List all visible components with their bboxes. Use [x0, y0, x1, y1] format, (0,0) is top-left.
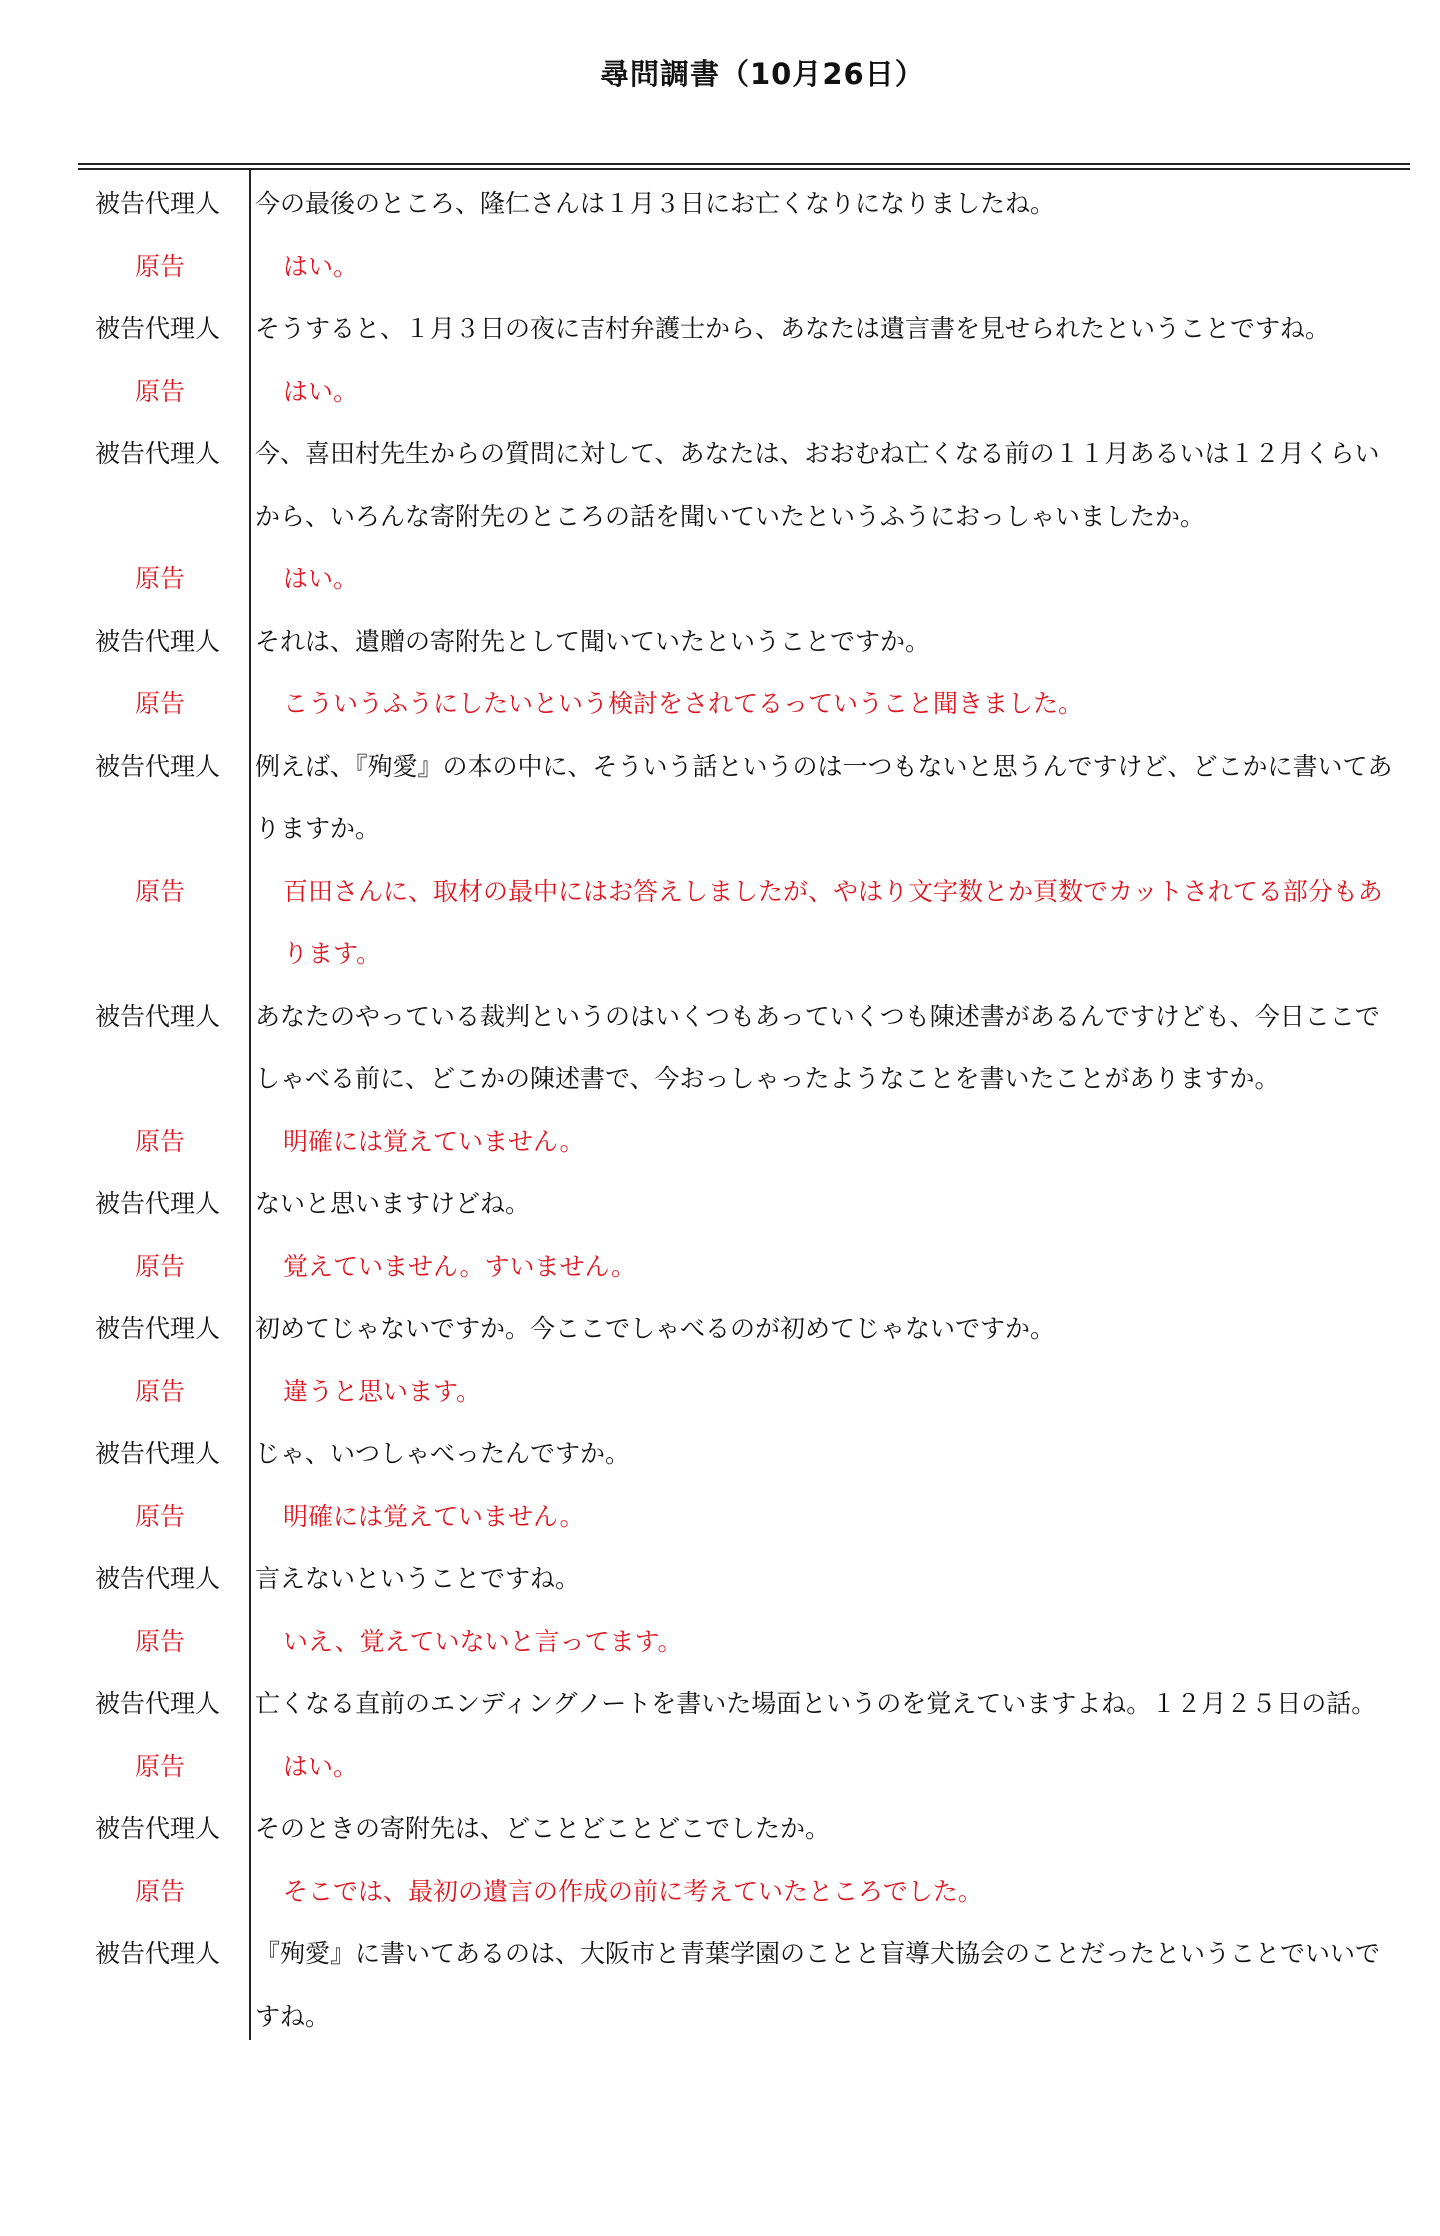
transcript-row: [78, 1798, 1400, 1861]
utterance-text: 明確には覚えていません。: [283, 1501, 585, 1531]
speaker-label: 被告代理人: [95, 1439, 221, 1468]
transcript-row: [78, 1548, 1400, 1611]
utterance-text: こういうふうにしたいという検討をされてるっていうこと聞きました。: [283, 689, 1084, 718]
speaker-label: 原告: [135, 1501, 186, 1531]
speaker-label: 原告: [135, 564, 186, 593]
transcript-row: [78, 1361, 1400, 1424]
utterance-text: いえ、覚えていないと言ってます。: [283, 1626, 683, 1656]
utterance-text: 覚えていません。すいません。: [283, 1251, 637, 1281]
transcript-row: [78, 1923, 1400, 2048]
transcript-row: [78, 298, 1400, 361]
transcript-row: [78, 736, 1400, 861]
transcript-row: [78, 1173, 1400, 1236]
transcript-row: [78, 1736, 1400, 1799]
speaker-label: 被告代理人: [95, 1689, 221, 1718]
speaker-label: 被告代理人: [95, 626, 221, 656]
utterance-text: そのときの寄附先は、どことどことどこでしたか。: [255, 1814, 831, 1843]
utterance-text: 『殉愛』に書いてあるのは、大阪市と青葉学園のことと盲導犬協会のことだったということでいいですね。: [255, 1939, 1381, 2031]
utterance-text: 今の最後のところ、隆仁さんは１月３日にお亡くなりになりましたね。: [255, 189, 1056, 218]
utterance-text: あなたのやっている裁判というのはいくつもあっていくつも陳述書があるんですけども、今日ここでしゃべる前に、どこかの陳述書で、今おっしゃったようなことを書いたことがありますか。: [255, 1001, 1380, 1093]
speaker-label: 原告: [135, 1251, 186, 1281]
speaker-label: 被告代理人: [95, 1001, 221, 1031]
speaker-label: 被告代理人: [95, 189, 221, 218]
speaker-label: 原告: [135, 376, 186, 406]
speaker-label: 原告: [135, 1876, 186, 1906]
transcript-row: [78, 861, 1400, 986]
utterance-text: 百田さんに、取材の最中にはお答えしましたが、やはり文字数とか頁数でカットされてる部分もあります。: [283, 876, 1383, 968]
speaker-label: 被告代理人: [95, 314, 221, 343]
transcript-row: [78, 1298, 1400, 1361]
utterance-text: はい。: [283, 376, 359, 406]
utterance-text: そうすると、１月３日の夜に吉村弁護士から、あなたは遺言書を見せられたということですね。: [255, 314, 1331, 343]
speaker-label: 原告: [135, 1751, 186, 1781]
transcript-row: [78, 423, 1400, 548]
speaker-label: 被告代理人: [95, 751, 221, 781]
transcript-row: [78, 1673, 1400, 1736]
speaker-label: 原告: [135, 1126, 186, 1156]
speaker-label: 原告: [135, 251, 186, 281]
utterance-text: 今、喜田村先生からの質問に対して、あなたは、おおむね亡くなる前の１１月あるいは１２月くらいから、いろんな寄附先のところの話を聞いていたというふうにおっしゃいましたか。: [255, 439, 1380, 531]
utterance-text: それは、遺贈の寄附先として聞いていたということですか。: [255, 626, 931, 656]
speaker-label: 原告: [135, 1626, 186, 1656]
utterance-text: 例えば、『殉愛』の本の中に、そういう話というのは一つもないと思うんですけど、どこかに書いてありますか。: [255, 751, 1393, 843]
utterance-text: はい。: [283, 251, 359, 281]
speaker-label: 被告代理人: [95, 439, 221, 468]
speaker-label: 原告: [135, 876, 186, 906]
utterance-text: 明確には覚えていません。: [283, 1126, 585, 1156]
utterance-text: じゃ、いつしゃべったんですか。: [255, 1439, 631, 1468]
utterance-text: そこでは、最初の遺言の作成の前に考えていたところでした。: [283, 1876, 983, 1906]
utterance-text: 違うと思います。: [283, 1376, 482, 1406]
speaker-label: 被告代理人: [95, 1314, 221, 1343]
transcript-row: [78, 361, 1400, 424]
transcript-row: [78, 1423, 1400, 1486]
transcript-row: [78, 173, 1400, 236]
header-rule-top: [78, 163, 1410, 165]
utterance-text: 亡くなる直前のエンディングノートを書いた場面というのを覚えていますよね。１２月２５日の話。: [255, 1689, 1377, 1718]
transcript-row: [78, 1486, 1400, 1549]
speaker-label: 被告代理人: [95, 1814, 221, 1843]
utterance-text: 言えないということですね。: [255, 1564, 581, 1593]
transcript-row: [78, 986, 1400, 1111]
utterance-text: はい。: [283, 1751, 359, 1781]
transcript-row: [78, 1111, 1400, 1174]
transcript-row: [78, 1861, 1400, 1924]
transcript-row: [78, 1236, 1400, 1299]
speaker-label: 被告代理人: [95, 1564, 221, 1593]
transcript-row: [78, 1611, 1400, 1674]
transcript-row: [78, 236, 1400, 299]
utterance-text: はい。: [283, 564, 359, 593]
transcript-row: [78, 548, 1400, 611]
transcript-row: [78, 611, 1400, 674]
header-rule-bottom: [78, 168, 1410, 170]
utterance-text: ないと思いますけどね。: [255, 1189, 531, 1218]
utterance-text: 初めてじゃないですか。今ここでしゃべるのが初めてじゃないですか。: [255, 1314, 1056, 1343]
document-title: 尋問調書（10月26日）: [600, 57, 925, 91]
speaker-label: 原告: [135, 689, 186, 718]
speaker-label: 被告代理人: [95, 1189, 221, 1218]
transcript-body: [78, 173, 1400, 2048]
speaker-label: 原告: [135, 1376, 186, 1406]
speaker-label: 被告代理人: [95, 1939, 221, 1968]
transcript-row: [78, 673, 1400, 736]
